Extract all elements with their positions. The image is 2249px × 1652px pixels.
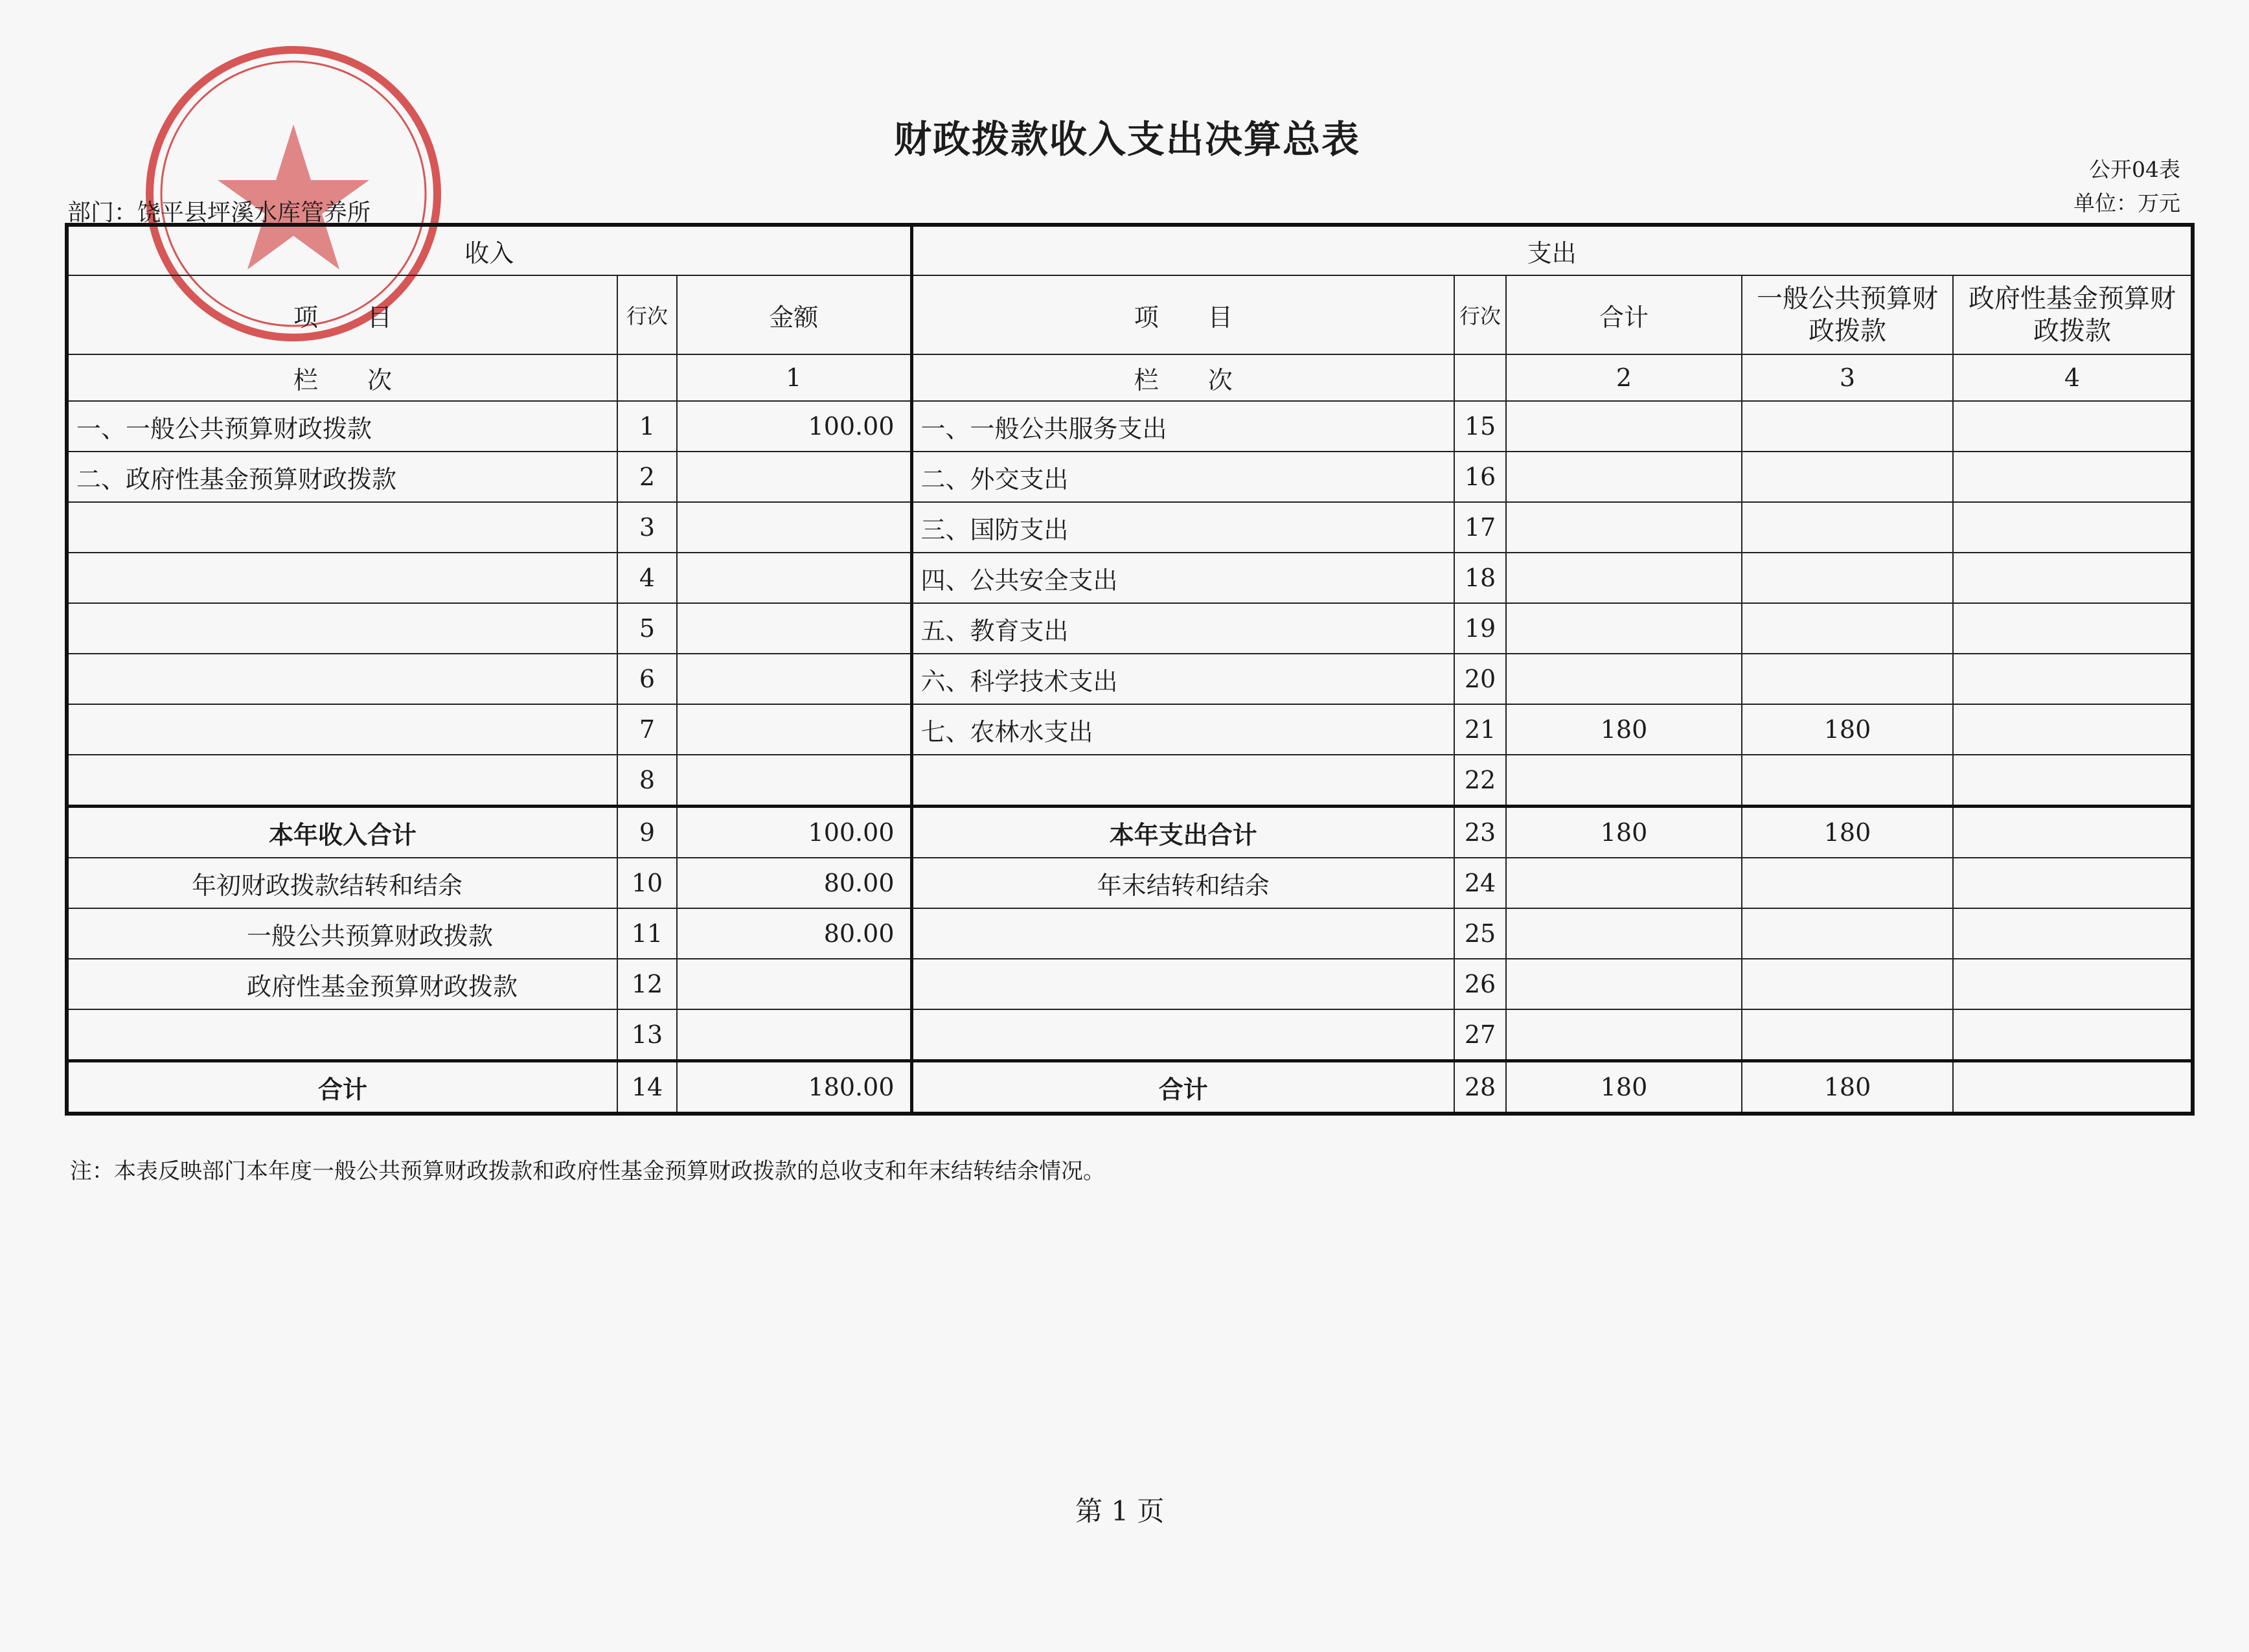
expense-total-cell: 180 (1506, 704, 1742, 755)
income-item-cell: 一般公共预算财政拨款 (67, 908, 617, 959)
expense-fund-cell (1953, 704, 2193, 755)
income-amount-cell (677, 502, 911, 553)
income-rowno-cell: 5 (617, 603, 677, 654)
table-row (67, 807, 2193, 858)
expense-rowno-cell: 27 (1454, 1009, 1506, 1061)
income-rowno-cell: 7 (617, 704, 677, 755)
expense-general-cell (1742, 452, 1953, 502)
expense-item-header: 项 目 (911, 275, 1454, 354)
income-item-cell: 一、一般公共预算财政拨款 (67, 401, 617, 452)
income-amount-header: 金额 (677, 275, 911, 354)
expense-general-cell (1742, 1009, 1953, 1061)
expense-fund-cell (1953, 959, 2193, 1009)
page-title: 财政拨款收入支出决算总表 (893, 117, 1360, 161)
expense-rowno-cell: 26 (1454, 959, 1506, 1009)
appropriation-summary-table (65, 223, 2195, 1116)
income-rowno-cell: 9 (617, 807, 677, 858)
expense-fund-cell (1953, 603, 2193, 654)
expense-lanci-general: 3 (1742, 354, 1953, 401)
expense-rowno-cell: 15 (1454, 401, 1506, 452)
expense-total-cell (1506, 858, 1742, 908)
income-rowno-cell: 10 (617, 858, 677, 908)
income-item-cell (67, 704, 617, 755)
expense-item-cell: 年末结转和结余 (911, 858, 1454, 908)
income-rowno-cell: 11 (617, 908, 677, 959)
expense-total-cell (1506, 654, 1742, 704)
table-row (67, 654, 2193, 704)
expense-total-cell (1506, 755, 1742, 807)
table-row (67, 452, 2193, 502)
expense-section-header: 支出 (911, 225, 2193, 275)
income-amount-cell: 80.00 (677, 908, 911, 959)
expense-rowno-cell: 16 (1454, 452, 1506, 502)
income-rowno-cell: 14 (617, 1061, 677, 1114)
income-rowno-header: 行次 (617, 275, 677, 354)
expense-total-cell (1506, 401, 1742, 452)
income-lanci-rowno (617, 354, 677, 401)
expense-general-cell (1742, 858, 1953, 908)
page-number: 第 1 页 (1075, 1495, 1165, 1527)
expense-item-cell (911, 959, 1454, 1009)
expense-lanci-label: 栏 次 (911, 354, 1454, 401)
expense-general-cell (1742, 908, 1953, 959)
expense-fund-header: 政府性基金预算财政拨款 (1953, 275, 2193, 354)
expense-rowno-cell: 19 (1454, 603, 1506, 654)
income-item-cell (67, 755, 617, 807)
expense-total-cell (1506, 553, 1742, 603)
expense-rowno-cell: 28 (1454, 1061, 1506, 1114)
income-amount-cell (677, 1009, 911, 1061)
income-item-cell: 合计 (67, 1061, 617, 1114)
expense-total-cell (1506, 452, 1742, 502)
expense-rowno-cell: 20 (1454, 654, 1506, 704)
expense-total-cell (1506, 908, 1742, 959)
expense-general-cell: 180 (1742, 807, 1953, 858)
expense-item-cell: 六、科学技术支出 (911, 654, 1454, 704)
expense-fund-cell (1953, 755, 2193, 807)
income-amount-cell: 100.00 (677, 401, 911, 452)
expense-total-cell: 180 (1506, 807, 1742, 858)
income-amount-cell (677, 654, 911, 704)
expense-rowno-cell: 18 (1454, 553, 1506, 603)
expense-fund-cell (1953, 858, 2193, 908)
expense-general-cell: 180 (1742, 1061, 1953, 1114)
footnote: 注：本表反映部门本年度一般公共预算财政拨款和政府性基金预算财政拨款的总收支和年末结转结余情况。 (70, 1158, 1105, 1184)
income-item-cell (67, 603, 617, 654)
expense-lanci-fund: 4 (1953, 354, 2193, 401)
income-item-header: 项 目 (67, 275, 617, 354)
expense-fund-cell (1953, 401, 2193, 452)
income-item-cell: 二、政府性基金预算财政拨款 (67, 452, 617, 502)
expense-fund-cell (1953, 553, 2193, 603)
expense-total-cell (1506, 1009, 1742, 1061)
table-row (67, 401, 2193, 452)
income-item-cell: 本年收入合计 (67, 807, 617, 858)
income-item-cell: 政府性基金预算财政拨款 (67, 959, 617, 1009)
income-item-cell (67, 553, 617, 603)
expense-fund-cell (1953, 1061, 2193, 1114)
income-amount-cell (677, 603, 911, 654)
table-row (67, 1061, 2193, 1114)
expense-rowno-cell: 22 (1454, 755, 1506, 807)
expense-general-header: 一般公共预算财政拨款 (1742, 275, 1953, 354)
expense-general-cell (1742, 401, 1953, 452)
department-label: 部门：饶平县坪溪水库管养所 (67, 200, 371, 226)
table-row (67, 704, 2193, 755)
expense-total-cell (1506, 502, 1742, 553)
expense-rowno-cell: 24 (1454, 858, 1506, 908)
expense-fund-cell (1953, 1009, 2193, 1061)
income-section-header: 收入 (67, 225, 911, 275)
income-rowno-cell: 2 (617, 452, 677, 502)
income-amount-cell (677, 704, 911, 755)
expense-item-cell: 七、农林水支出 (911, 704, 1454, 755)
table-row (67, 959, 2193, 1009)
income-lanci-amount: 1 (677, 354, 911, 401)
expense-item-cell (911, 1009, 1454, 1061)
expense-item-cell: 三、国防支出 (911, 502, 1454, 553)
income-amount-cell (677, 755, 911, 807)
form-number: 公开04表 (2089, 157, 2180, 182)
income-item-cell (67, 1009, 617, 1061)
income-rowno-cell: 8 (617, 755, 677, 807)
expense-fund-cell (1953, 654, 2193, 704)
income-rowno-cell: 1 (617, 401, 677, 452)
expense-item-cell: 本年支出合计 (911, 807, 1454, 858)
income-amount-cell: 80.00 (677, 858, 911, 908)
expense-lanci-rowno (1454, 354, 1506, 401)
income-amount-cell: 180.00 (677, 1061, 911, 1114)
income-amount-cell (677, 959, 911, 1009)
table-row (67, 553, 2193, 603)
income-rowno-cell: 4 (617, 553, 677, 603)
table-row (67, 908, 2193, 959)
expense-general-cell (1742, 755, 1953, 807)
expense-rowno-header: 行次 (1454, 275, 1506, 354)
expense-total-header: 合计 (1506, 275, 1742, 354)
expense-total-cell (1506, 603, 1742, 654)
expense-fund-cell (1953, 908, 2193, 959)
table-row (67, 603, 2193, 654)
expense-item-cell: 二、外交支出 (911, 452, 1454, 502)
expense-general-cell (1742, 654, 1953, 704)
income-rowno-cell: 3 (617, 502, 677, 553)
income-rowno-cell: 13 (617, 1009, 677, 1061)
expense-rowno-cell: 23 (1454, 807, 1506, 858)
income-amount-cell: 100.00 (677, 807, 911, 858)
table-row (67, 858, 2193, 908)
expense-item-cell: 一、一般公共服务支出 (911, 401, 1454, 452)
expense-rowno-cell: 17 (1454, 502, 1506, 553)
income-rowno-cell: 6 (617, 654, 677, 704)
income-lanci-label: 栏 次 (67, 354, 617, 401)
expense-general-cell (1742, 603, 1953, 654)
table-row (67, 1009, 2193, 1061)
income-item-cell (67, 654, 617, 704)
expense-general-cell (1742, 502, 1953, 553)
expense-item-cell: 四、公共安全支出 (911, 553, 1454, 603)
table-row (67, 755, 2193, 807)
unit-label: 单位：万元 (2073, 190, 2180, 216)
expense-item-cell (911, 755, 1454, 807)
expense-item-cell: 合计 (911, 1061, 1454, 1114)
expense-item-cell: 五、教育支出 (911, 603, 1454, 654)
expense-general-cell: 180 (1742, 704, 1953, 755)
expense-fund-cell (1953, 502, 2193, 553)
income-amount-cell (677, 452, 911, 502)
expense-lanci-total: 2 (1506, 354, 1742, 401)
expense-general-cell (1742, 959, 1953, 1009)
expense-general-cell (1742, 553, 1953, 603)
expense-rowno-cell: 21 (1454, 704, 1506, 755)
expense-total-cell: 180 (1506, 1061, 1742, 1114)
expense-fund-cell (1953, 807, 2193, 858)
income-amount-cell (677, 553, 911, 603)
income-item-cell: 年初财政拨款结转和结余 (67, 858, 617, 908)
expense-fund-cell (1953, 452, 2193, 502)
income-item-cell (67, 502, 617, 553)
expense-item-cell (911, 908, 1454, 959)
table-row (67, 502, 2193, 553)
expense-total-cell (1506, 959, 1742, 1009)
income-rowno-cell: 12 (617, 959, 677, 1009)
expense-rowno-cell: 25 (1454, 908, 1506, 959)
